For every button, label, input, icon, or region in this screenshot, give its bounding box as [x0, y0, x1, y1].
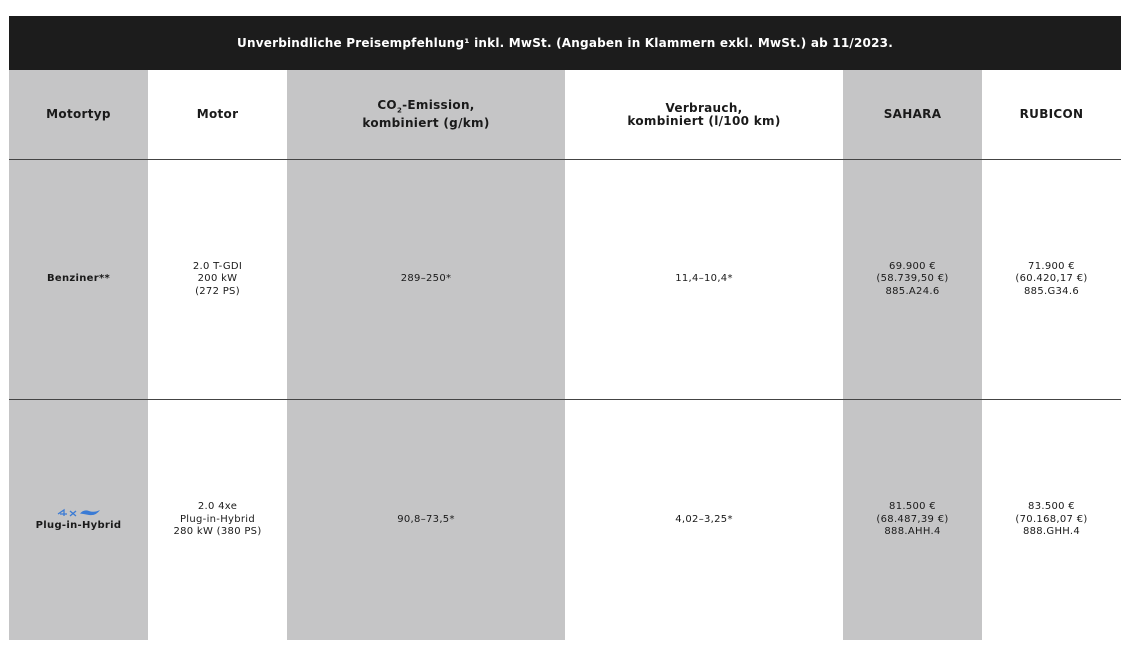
- cell-co2: 289–250*: [287, 160, 565, 399]
- cell-motortyp: Benziner**: [9, 160, 148, 399]
- cell-co2: 90,8–73,5*: [287, 400, 565, 640]
- header-sahara: SAHARA: [843, 70, 982, 159]
- cell-sahara-price: 81.500 € (68.487,39 €) 888.AHH.4: [843, 400, 982, 640]
- 4xe-logo-icon: [56, 508, 102, 518]
- cell-sahara-price: 69.900 € (58.739,50 €) 885.A24.6: [843, 160, 982, 399]
- header-rubicon: RUBICON: [1019, 107, 1084, 121]
- header-co2-emission: $CO_2$-Emission, kombiniert (g/km): [287, 70, 565, 159]
- cell-motortyp: Plug-in-Hybrid: [9, 400, 148, 640]
- table-row: [9, 400, 1121, 640]
- header-motor: Motor: [196, 107, 239, 121]
- cell-verbrauch: 11,4–10,4*: [675, 273, 733, 285]
- price-table-title: Unverbindliche Preisempfehlung¹ inkl. MwSt. (Angaben in Klammern exkl. MwSt.) ab 11/2023.: [9, 16, 1121, 70]
- header-row: [9, 70, 1121, 160]
- table-row: [9, 160, 1121, 400]
- cell-rubicon-price: 71.900 € (60.420,17 €) 885.G34.6: [1015, 260, 1088, 297]
- cell-motor: 2.0 T-GDI 200 kW (272 PS): [192, 260, 243, 297]
- cell-verbrauch: 4,02–3,25*: [675, 513, 733, 525]
- header-motortyp: Motortyp: [9, 70, 148, 159]
- cell-motor: 2.0 4xe Plug-in-Hybrid 280 kW (380 PS): [173, 501, 262, 538]
- price-table: [9, 16, 1121, 640]
- cell-rubicon-price: 83.500 € (70.168,07 €) 888.GHH.4: [1015, 501, 1088, 538]
- header-verbrauch: Verbrauch, kombiniert (l/100 km): [627, 100, 781, 128]
